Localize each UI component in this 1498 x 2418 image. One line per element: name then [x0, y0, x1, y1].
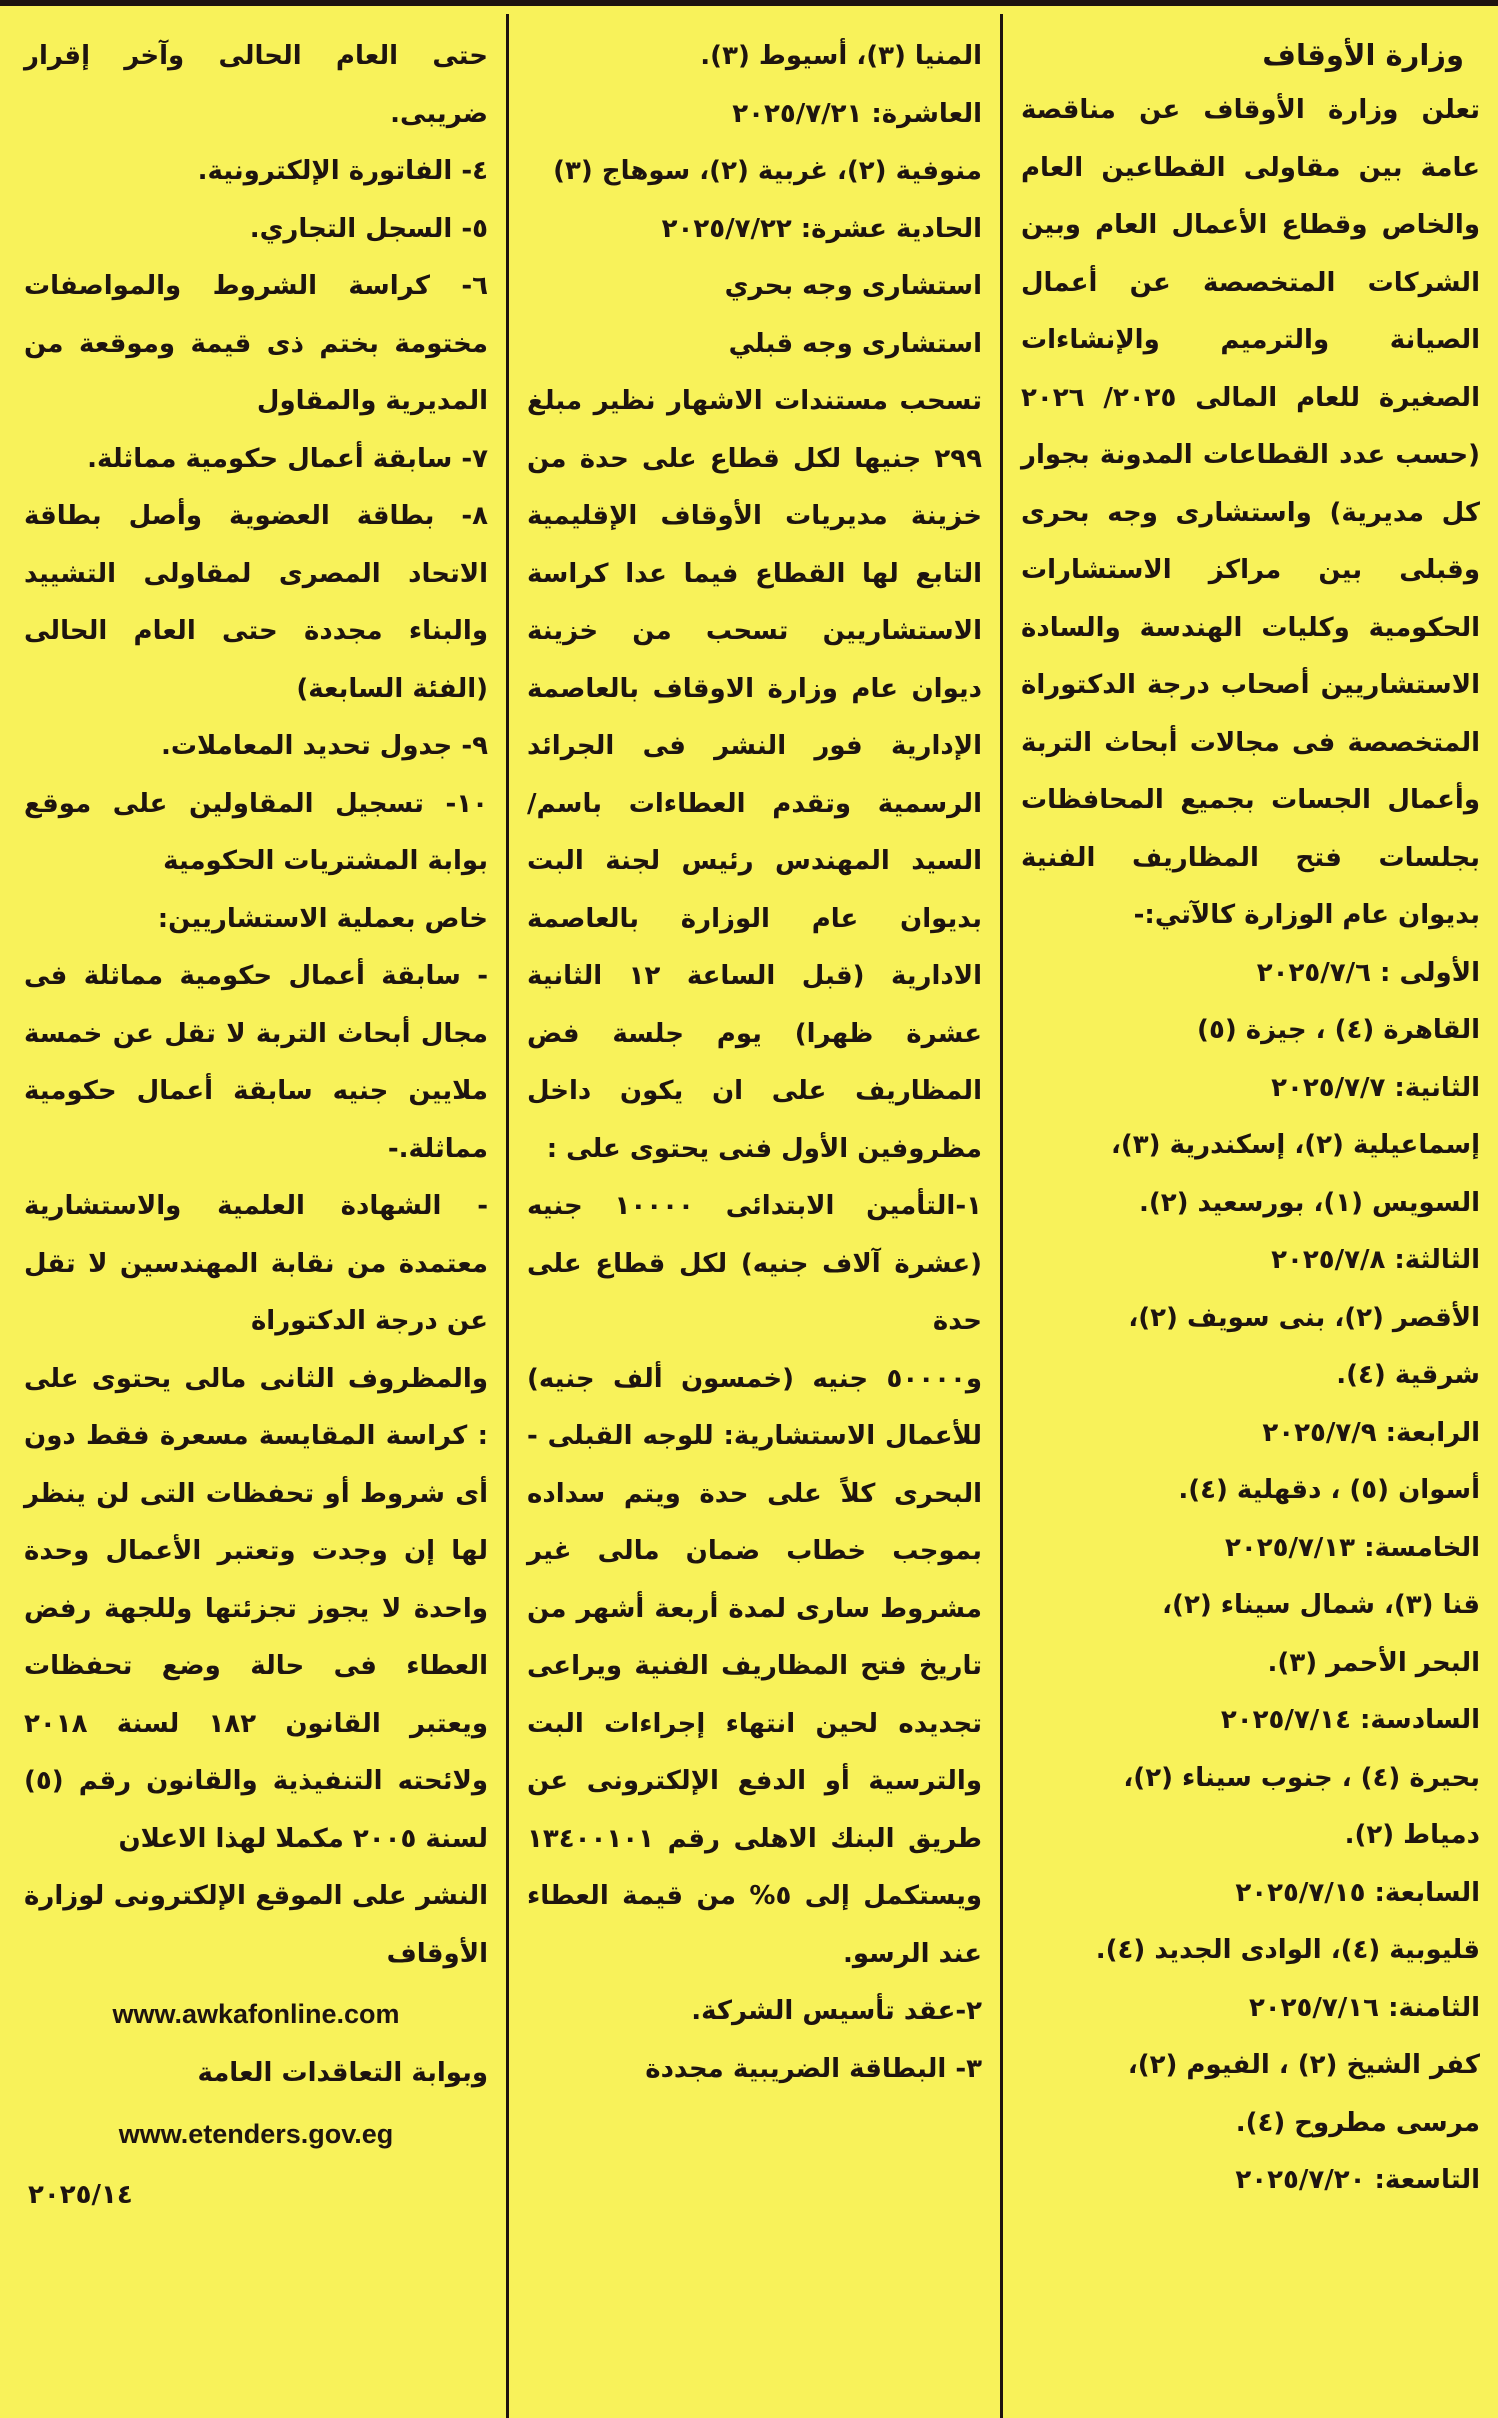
documents-paragraph: تسحب مستندات الاشهار نظير مبلغ ٢٩٩ جنيها لكل قطاع على حدة من خزينة مديريات الأوقاف الإقليمية التابع لها القطاع فيما عدا كراسة الاستشاريين تسحب من خزينة ديوان عام وزارة الاوقاف بالعاصمة الإدارية فور النشر فى الجرائد الرسمية وتقدم العطاءات باسم/ السيد المهندس رئيس لجنة البت بديوان عام الوزارة بالعاصمة الادارية (قبل الساعة ١٢ الثانية عشرة ظهرا) يوم جلسة فض المظاريف على ان يكون داخل مظروفين الأول فنى يحتوى على : — [527, 386, 982, 1164]
top-rule — [0, 0, 1498, 6]
etenders-website-link[interactable]: www.etenders.gov.eg — [118, 2118, 394, 2149]
requirement-item-6: ٦- كراسة الشروط والمواصفات مختومة بختم ذى قيمة وموقعة من المديرية والمقاول — [24, 271, 488, 416]
session-line: دمياط (٢). — [1344, 1820, 1480, 1850]
session-line: الأولى : ٢٠٢٥/٧/٦ — [1256, 957, 1480, 988]
session-line: كفر الشيخ (٢) ، الفيوم (٢)، — [1127, 2050, 1480, 2080]
requirement-item-10: ١٠- تسجيل المقاولين على موقع بوابة المشتريات الحكومية — [24, 788, 488, 876]
session-line: القاهرة (٤) ، جيزة (٥) — [1197, 1015, 1480, 1045]
requirement-item-8: ٨- بطاقة العضوية وأصل بطاقة الاتحاد المصرى لمقاولى التشييد والبناء مجددة حتى العام الحالى (الفئة السابعة) — [24, 501, 488, 704]
session-line: إسماعيلية (٢)، إسكندرية (٣)، — [1111, 1130, 1480, 1160]
ministry-heading: وزارة الأوقاف — [1262, 38, 1464, 72]
session-line: المنيا (٣)، أسيوط (٣). — [700, 41, 982, 71]
session-line: التاسعة: ٢٠٢٥/٧/٢٠ — [1235, 2165, 1480, 2195]
session-line: السادسة: ٢٠٢٥/٧/١٤ — [1220, 1705, 1480, 1735]
ad-code: ٢٠٢٥/١٤ — [28, 2179, 133, 2210]
session-line: الأقصر (٢)، بنى سويف (٢)، — [1128, 1302, 1480, 1333]
session-line: البحر الأحمر (٣). — [1267, 1647, 1480, 1678]
column-right — [1003, 14, 1498, 2418]
session-line: منوفية (٢)، غربية (٢)، سوهاج (٣) — [553, 156, 982, 186]
session-line: مرسى مطروح (٤). — [1235, 2107, 1480, 2138]
session-line: السابعة: ٢٠٢٥/٧/١٥ — [1235, 1877, 1480, 1908]
tenders-portal-label: وبوابة التعاقدات العامة — [197, 2058, 488, 2088]
session-line: أسوان (٥) ، دقهلية (٤). — [1178, 1475, 1480, 1505]
requirement-item-1: ١-التأمين الابتدائى ١٠٠٠٠ جنيه (عشرة آلاف جنيه) لكل قطاع على حدة — [527, 1191, 982, 1336]
session-line: الثالثة: ٢٠٢٥/٧/٨ — [1271, 1245, 1480, 1275]
session-line: الخامسة: ٢٠٢٥/٧/١٣ — [1224, 1532, 1480, 1563]
session-line: العاشرة: ٢٠٢٥/٧/٢١ — [732, 98, 982, 129]
intro-paragraph: تعلن وزارة الأوقاف عن مناقصة عامة بين مقاولى القطاعين العام والخاص وقطاع الأعمال العام وبين الشركات المتخصصة عن أعمال الصيانة والترميم والإنشاءات الصغيرة للعام المالى ٢٠٢٥/ ٢٠٢٦ (حسب عدد القطاعات المدونة بجوار كل مديرية) واستشارى وجه بحرى وقبلى بين مراكز الاستشارات الحكومية وكليات الهندسة والسادة الاستشاريين أصحاب درجة الدكتوراة المتخصصة فى مجالات أبحاث التربة وأعمال الجسات بجميع المحافظات بجلسات فتح المظاريف الفنية بديوان عام الوزارة كالآتي:- — [1021, 95, 1480, 930]
session-line: استشارى وجه بحري — [724, 271, 982, 301]
requirement-item-7: ٧- سابقة أعمال حكومية مماثلة. — [87, 443, 488, 474]
column-left — [6, 14, 506, 2418]
consultant-requirement-2: - الشهادة العلمية والاستشارية معتمدة من نقابة المهندسين لا تقل عن درجة الدكتوراة — [24, 1191, 488, 1336]
session-line: الحادية عشرة: ٢٠٢٥/٧/٢٢ — [661, 213, 982, 244]
requirement-item-3: ٣- البطاقة الضريبية مجددة — [645, 2053, 982, 2084]
consultant-requirement-1: - سابقة أعمال حكومية مماثلة فى مجال أبحاث التربة لا تقل عن خمسة ملايين جنيه سابقة أعمال حكومية مماثلة.- — [24, 961, 488, 1164]
session-line: قليوبية (٤)، الوادى الجديد (٤). — [1095, 1935, 1480, 1965]
session-line: الثانية: ٢٠٢٥/٧/٧ — [1271, 1072, 1480, 1103]
requirement-item-5: ٥- السجل التجاري. — [249, 213, 488, 244]
requirement-item-9: ٩- جدول تحديد المعاملات. — [161, 731, 488, 761]
session-line: الثامنة: ٢٠٢٥/٧/١٦ — [1248, 1992, 1480, 2023]
session-line: الرابعة: ٢٠٢٥/٧/٩ — [1262, 1417, 1480, 1448]
session-line: استشارى وجه قبلي — [728, 328, 982, 359]
session-line: بحيرة (٤) ، جنوب سيناء (٢)، — [1123, 1762, 1480, 1793]
requirement-item-4: ٤- الفاتورة الإلكترونية. — [197, 156, 488, 186]
requirement-item-1b: و٥٠٠٠٠ جنيه (خمسون ألف جنيه) للأعمال الاستشارية: للوجه القبلى - البحرى كلاً على حدة ويتم سداده بموجب خطاب ضمان مالى غير مشروط سارى لمدة أربعة أشهر من تاريخ فتح المظاريف الفنية ويراعى تجديده لحين انتهاء إجراءات البت والترسية أو الدفع الإلكترونى عن طريق البنك الاهلى رقم ١٣٤٠٠١٠١ ويستكمل إلى ٥% من قيمة العطاء عند الرسو. — [527, 1363, 982, 1969]
consultants-heading: خاص بعملية الاستشاريين: — [157, 903, 488, 934]
awkaf-website-link[interactable]: www.awkafonline.com — [112, 1999, 400, 2029]
publication-paragraph: النشر على الموقع الإلكترونى لوزارة الأوقاف — [24, 1881, 488, 1969]
tax-paragraph: حتى العام الحالى وآخر إقرار ضريبى. — [24, 41, 488, 129]
session-line: قنا (٣)، شمال سيناء (٢)، — [1162, 1590, 1480, 1620]
requirement-item-2: ٢-عقد تأسيس الشركة. — [691, 1996, 982, 2026]
financial-envelope-paragraph: والمظروف الثانى مالى يحتوى على : كراسة المقايسة مسعرة فقط دون أى شروط أو تحفظات التى لن ينظر لها إن وجدت وتعتبر الأعمال وحدة واحدة لا يجوز تجزئتها وللجهة رفض العطاء فى حالة وضع تحفظات ويعتبر القانون ١٨٢ لسنة ٢٠١٨ ولائحته التنفيذية والقانون رقم (٥) لسنة ٢٠٠٥ مكملا لهذا الاعلان — [24, 1363, 488, 1854]
session-line: السويس (١)، بورسعيد (٢). — [1138, 1187, 1480, 1218]
column-middle — [506, 14, 1003, 2418]
session-line: شرقية (٤). — [1336, 1360, 1480, 1390]
